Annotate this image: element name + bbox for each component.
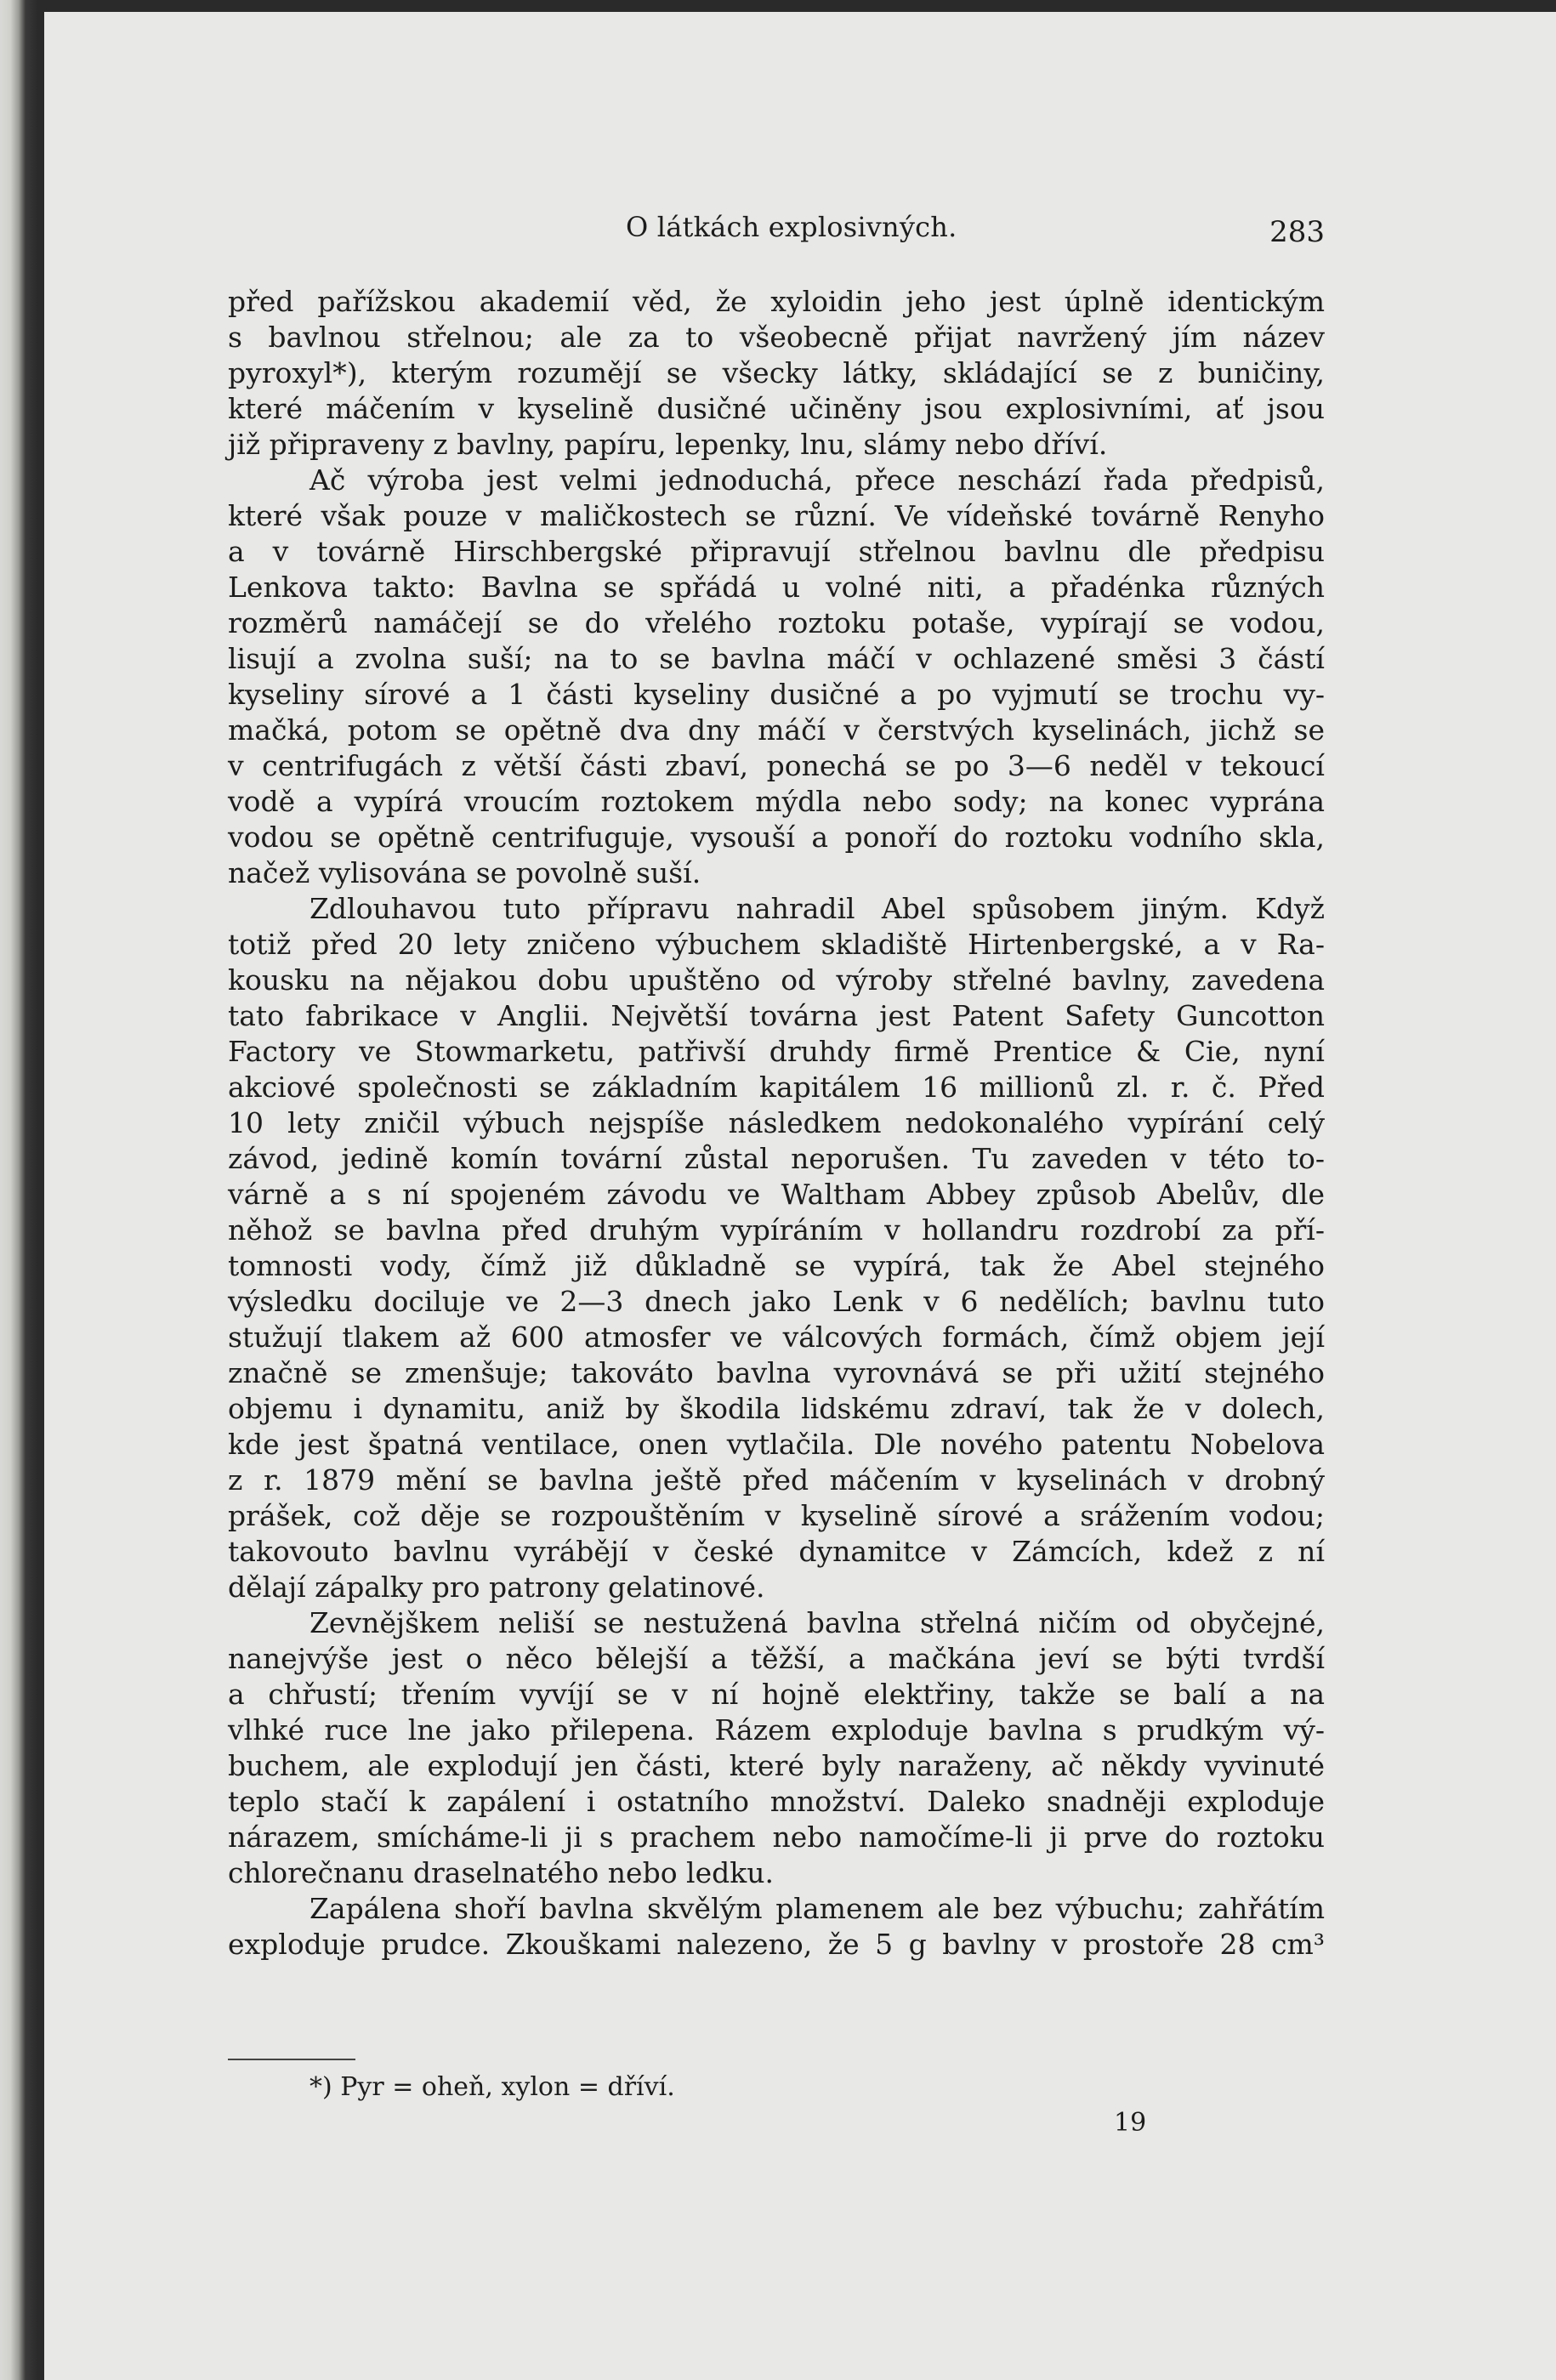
paragraph-start-line: Zapálena shoří bavlna skvělým plamenem ale bez výbuchu; zahřátím	[309, 1892, 1325, 1925]
running-header	[228, 202, 1325, 247]
text-line: a chřustí; třením vyvíjí se v ní hojně elektřiny, takže se balí a na	[228, 1678, 1325, 1711]
text-line: tato fabrikace v Anglii. Největší továrna jest Patent Safety Guncotton	[228, 999, 1325, 1032]
paragraph-start-line: Ač výroba jest velmi jednoduchá, přece neschází řada předpisů,	[309, 463, 1325, 497]
text-line: pyroxyl*), kterým rozumějí se všecky látky, skládající se z buničiny,	[228, 356, 1325, 389]
text-line: výsledku dociluje ve 2—3 dnech jako Lenk v 6 nedělích; bavlnu tuto	[228, 1285, 1325, 1318]
running-title: O látkách explosivných.	[626, 211, 957, 243]
text-line: lisují a zvolna suší; na to se bavlna máčí v ochlazené směsi 3 částí	[228, 642, 1325, 675]
text-line: takovouto bavlnu vyrábějí v české dynamitce v Zámcích, kdež z ní	[228, 1535, 1325, 1568]
text-line: objemu i dynamitu, aniž by škodila lidskému zdraví, tak že v dolech,	[228, 1392, 1325, 1425]
text-line: totiž před 20 lety zničeno výbuchem skladiště Hirtenbergské, a v Ra-	[228, 928, 1325, 961]
body-text	[228, 284, 1325, 1963]
text-line: kousku na nějakou dobu upuštěno od výroby střelné bavlny, zavedena	[228, 963, 1325, 997]
text-line: dělají zápalky pro patrony gelatinové.	[228, 1571, 765, 1604]
text-line: vodě a vypírá vroucím roztokem mýdla nebo sody; na konec vyprána	[228, 785, 1325, 818]
paragraph-start-line: Zevnějškem neliší se nestužená bavlna střelná ničím od obyčejné,	[309, 1606, 1325, 1639]
printer-signature-mark: 19	[1114, 2108, 1147, 2138]
text-line: 10 lety zničil výbuch nejspíše následkem nedokonalého vypírání celý	[228, 1106, 1325, 1139]
book-page	[44, 12, 1556, 2380]
text-line: nanejvýše jest o něco bělejší a těžší, a mačkána jeví se býti tvrdší	[228, 1642, 1325, 1675]
text-line: z r. 1879 mění se bavlna ještě před máčením v kyselinách v drobný	[228, 1463, 1325, 1497]
text-line: načež vylisována se povolně suší.	[228, 856, 701, 889]
text-line: vlhké ruce lne jako přilepena. Rázem exploduje bavlna s prudkým vý-	[228, 1713, 1325, 1747]
text-line: a v továrně Hirschbergské připravují střelnou bavlnu dle předpisu	[228, 535, 1325, 568]
text-line: mačká, potom se opětně dva dny máčí v čerstvých kyselinách, jichž se	[228, 713, 1325, 747]
footnote: *) Pyr = oheň, xylon = dříví.	[309, 2072, 675, 2102]
text-line: značně se zmenšuje; takováto bavlna vyrovnává se při užití stejného	[228, 1356, 1325, 1389]
text-line: tomnosti vody, čímž již důkladně se vypírá, tak že Abel stejného	[228, 1249, 1325, 1282]
text-line: várně a s ní spojeném závodu ve Waltham Abbey způsob Abelův, dle	[228, 1178, 1325, 1211]
text-line: akciové společnosti se základním kapitálem 16 millionů zl. r. č. Před	[228, 1071, 1325, 1104]
text-line: chlorečnanu draselnatého nebo ledku.	[228, 1856, 775, 1889]
text-line: s bavlnou střelnou; ale za to všeobecně přijat navržený jím název	[228, 321, 1325, 354]
text-line: které máčením v kyselině dusičné učiněny jsou explosivními, ať jsou	[228, 392, 1325, 425]
text-line: stužují tlakem až 600 atmosfer ve válcových formách, čímž objem její	[228, 1321, 1325, 1354]
text-line: v centrifugách z větší části zbaví, ponechá se po 3—6 neděl v tekoucí	[228, 749, 1325, 782]
text-line: něhož se bavlna před druhým vypíráním v hollandru rozdrobí za pří-	[228, 1213, 1325, 1247]
footnote-divider	[228, 2059, 355, 2060]
text-line: prášek, což děje se rozpouštěním v kyselině sírové a srážením vodou;	[228, 1499, 1325, 1532]
text-line: kyseliny sírové a 1 části kyseliny dusičné a po vyjmutí se trochu vy-	[228, 678, 1325, 711]
text-line: teplo stačí k zapálení i ostatního množství. Daleko snadněji exploduje	[228, 1785, 1325, 1818]
text-line: rozměrů namáčejí se do vřelého roztoku potaše, vypírají se vodou,	[228, 606, 1325, 639]
text-line: buchem, ale explodují jen části, které byly naraženy, ač někdy vyvinuté	[228, 1749, 1325, 1782]
paragraph-start-line: Zdlouhavou tuto přípravu nahradil Abel spůsobem jiným. Když	[309, 892, 1325, 925]
text-line: Lenkova takto: Bavlna se spřádá u volné niti, a přadénka různých	[228, 571, 1325, 604]
text-line: exploduje prudce. Zkouškami nalezeno, že 5 g bavlny v prostoře 28 cm³	[228, 1928, 1325, 1961]
text-line: kde jest špatná ventilace, onen vytlačila. Dle nového patentu Nobelova	[228, 1428, 1325, 1461]
previous-page-edge	[0, 0, 37, 2380]
page-number: 283	[1269, 215, 1325, 249]
text-line: Factory ve Stowmarketu, patřivší druhdy firmě Prentice & Cie, nyní	[228, 1035, 1325, 1068]
text-line: které však pouze v maličkostech se různí. Ve vídeňské továrně Renyho	[228, 499, 1325, 532]
text-line: před pařížskou akademií věd, že xyloidin jeho jest úplně identickým	[228, 285, 1325, 318]
text-line: již připraveny z bavlny, papíru, lepenky, lnu, slámy nebo dříví.	[228, 428, 1108, 461]
text-line: závod, jedině komín tovární zůstal neporušen. Tu zaveden v této to-	[228, 1142, 1325, 1175]
text-line: nárazem, smícháme-li ji s prachem nebo namočíme-li ji prve do roztoku	[228, 1821, 1325, 1854]
text-line: vodou se opětně centrifuguje, vysouší a ponoří do roztoku vodního skla,	[228, 821, 1325, 854]
